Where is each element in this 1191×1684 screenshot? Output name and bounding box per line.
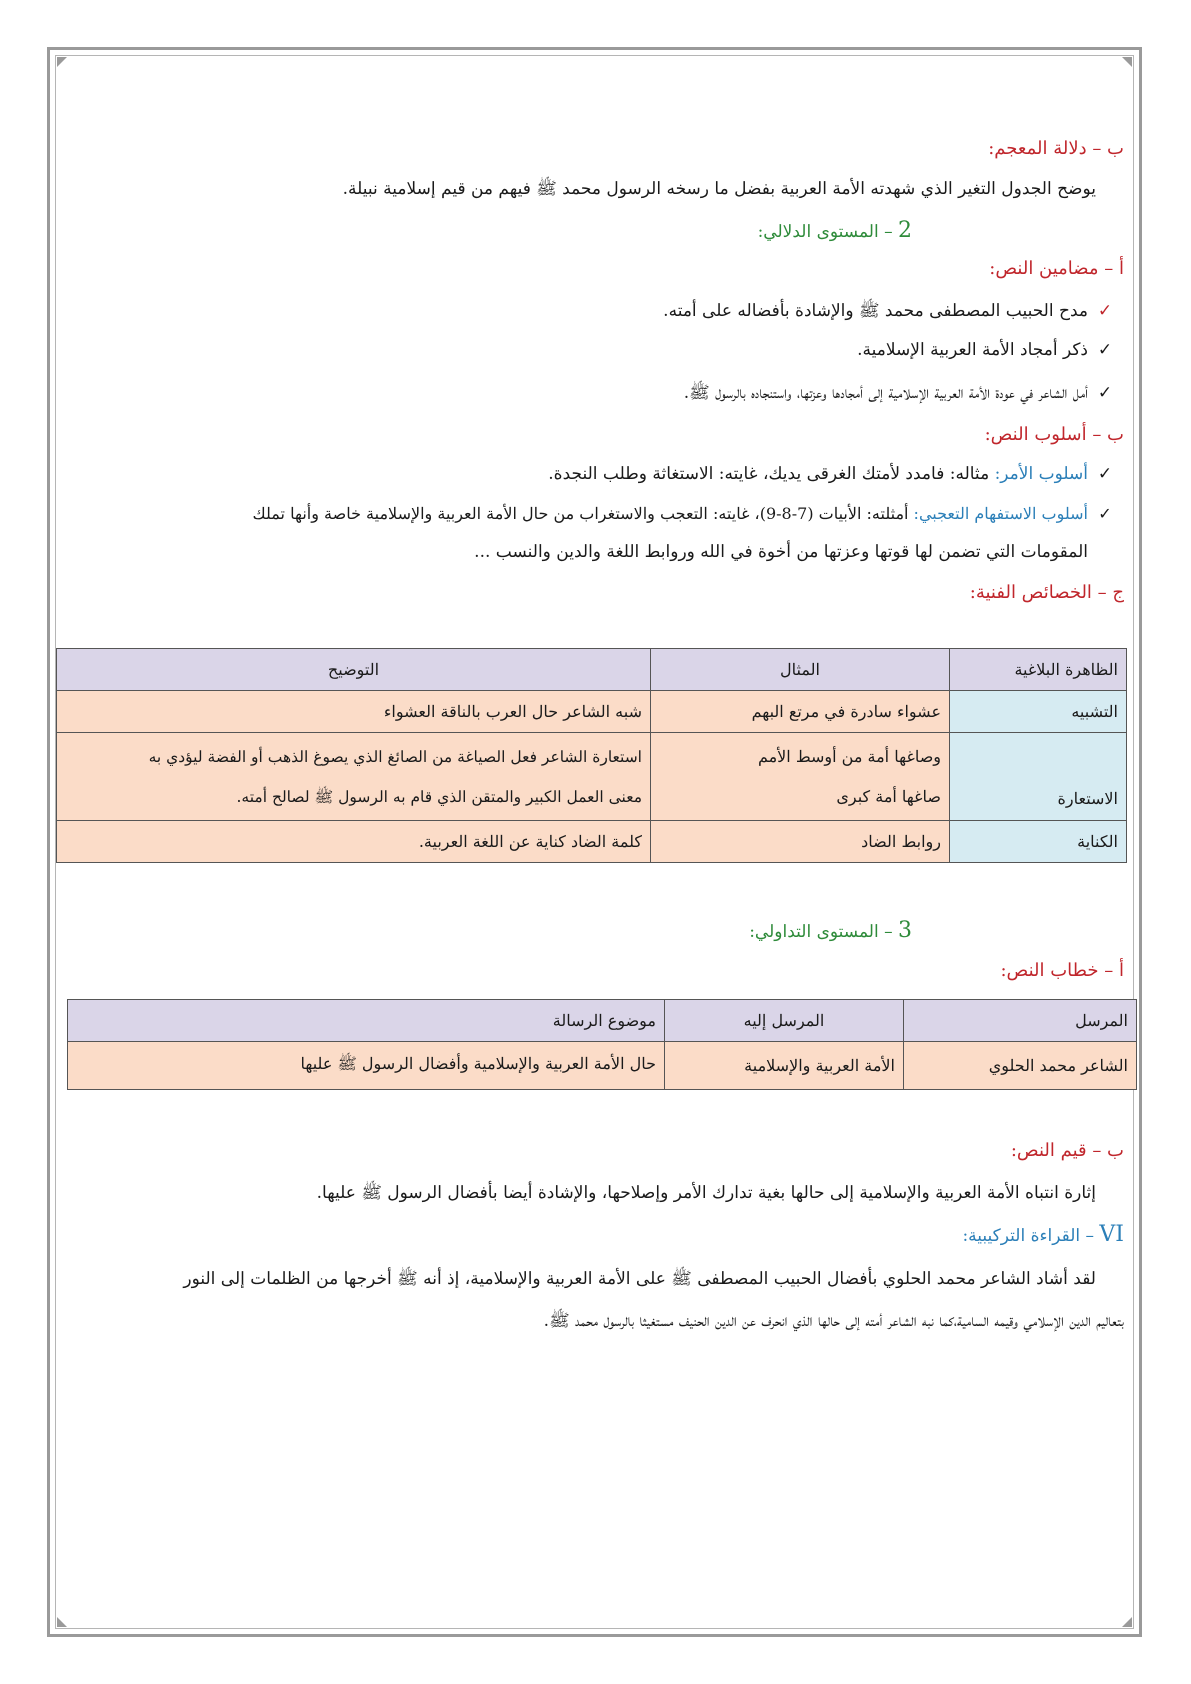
semantic-level-heading xyxy=(758,218,912,243)
features-heading: ج – الخصائص الفنية: xyxy=(969,582,1124,603)
corner-ornament xyxy=(57,57,67,67)
table-cell: الاستعارة xyxy=(950,733,1127,821)
table-row xyxy=(68,1042,1137,1090)
table-header-cell: التوضيح xyxy=(57,649,651,691)
style-item xyxy=(253,504,1117,523)
table-header-row xyxy=(57,649,1127,691)
table-cell: استعارة الشاعر فعل الصياغة من الصائغ الذي يصوغ الذهب أو الفضة ليؤدي به معنى العمل الكبير والمتقن الذي قام به الرسول ﷺ لصالح أمته. xyxy=(57,733,651,821)
synthesis-line: بتعاليم الدين الإسلامي وقيمه السامية،كما نبه الشاعر أمته إلى حالها الذي انحرف عن الدين الحنيف مستغيثا بالرسول محمد ﷺ. xyxy=(543,1311,1124,1331)
table-header-cell: المثال xyxy=(651,649,950,691)
section-number: 3 xyxy=(898,918,912,943)
table-cell: شبه الشاعر حال العرب بالناقة العشواء xyxy=(57,691,651,733)
pragmatic-level-heading xyxy=(749,918,912,943)
check-icon: ✓ xyxy=(1097,301,1113,321)
check-icon: ✓ xyxy=(1097,383,1113,403)
values-heading: ب – قيم النص: xyxy=(1010,1140,1124,1161)
table-header-cell: المرسل إليه xyxy=(665,1000,904,1042)
table-cell: التشبيه xyxy=(950,691,1127,733)
discourse-heading: أ – خطاب النص: xyxy=(1000,960,1124,981)
content-item-text: أمل الشاعر في عودة الأمة العربية الإسلامية إلى أمجادها وعزتها، واستنجاده بالرسول ﷺ. xyxy=(683,383,1088,403)
contents-heading: أ – مضامين النص: xyxy=(989,258,1124,279)
content-item xyxy=(857,340,1116,360)
table-row xyxy=(57,691,1127,733)
table-row xyxy=(57,733,1127,821)
section-label: – القراءة التركيبية: xyxy=(962,1226,1100,1246)
dictionary-heading: ب – دلالة المعجم: xyxy=(988,138,1124,159)
check-icon: ✓ xyxy=(1097,464,1113,484)
content-item xyxy=(684,382,1116,407)
table-header-cell: موضوع الرسالة xyxy=(68,1000,665,1042)
features-table xyxy=(56,648,1127,863)
check-icon: ✓ xyxy=(1098,504,1112,523)
discourse-table xyxy=(67,999,1137,1090)
corner-ornament xyxy=(1122,57,1132,67)
content-item-text: مدح الحبيب المصطفى محمد ﷺ والإشادة بأفضاله على أمته. xyxy=(663,301,1088,321)
style-continuation: المقومات التي تضمن لها قوتها وعزتها من أخوة في الله وروابط اللغة والدين والنسب ... xyxy=(474,542,1088,562)
table-header-row xyxy=(68,1000,1137,1042)
style-item-text: مثاله: فامدد لأمتك الغرقى يديك، غايته: الاستغاثة وطلب النجدة. xyxy=(548,464,995,484)
table-cell: وصاغها أمة من أوسط الأمم صاغها أمة كبرى xyxy=(651,733,950,821)
table-cell: عشواء سادرة في مرتع البهم xyxy=(651,691,950,733)
section-label: – المستوى التداولي: xyxy=(749,922,898,942)
table-cell: روابط الضاد xyxy=(651,821,950,863)
dictionary-paragraph: يوضح الجدول التغير الذي شهدته الأمة العربية بفضل ما رسخه الرسول محمد ﷺ فيهم من قيم إسلامية نبيلة. xyxy=(342,179,1096,199)
style-item xyxy=(548,464,1116,484)
content-item xyxy=(663,300,1116,325)
synthesis-heading xyxy=(962,1222,1124,1247)
check-icon: ✓ xyxy=(1097,340,1113,360)
corner-ornament xyxy=(57,1617,67,1627)
table-cell: الكناية xyxy=(950,821,1127,863)
table-row xyxy=(57,821,1127,863)
table-cell: حال الأمة العربية والإسلامية وأفضال الرسول ﷺ عليها xyxy=(68,1042,665,1090)
table-cell: الشاعر محمد الحلوي xyxy=(904,1042,1137,1090)
style-item-label: أسلوب الأمر: xyxy=(994,464,1088,484)
section-label: – المستوى الدلالي: xyxy=(757,222,898,242)
values-paragraph: إثارة انتباه الأمة العربية والإسلامية إلى حالها بغية تدارك الأمر وإصلاحها، والإشادة أيضا بأفضال الرسول ﷺ عليها. xyxy=(316,1183,1096,1203)
style-item-label: أسلوب الاستفهام التعجبي: xyxy=(913,504,1088,523)
table-cell: كلمة الضاد كناية عن اللغة العربية. xyxy=(57,821,651,863)
section-number: VI xyxy=(1099,1222,1124,1247)
table-header-cell: الظاهرة البلاغية xyxy=(950,649,1127,691)
table-header-cell: المرسل xyxy=(904,1000,1137,1042)
content-item-text: ذكر أمجاد الأمة العربية الإسلامية. xyxy=(857,340,1088,360)
section-number: 2 xyxy=(898,218,912,243)
synthesis-line: لقد أشاد الشاعر محمد الحلوي بأفضال الحبيب المصطفى ﷺ على الأمة العربية والإسلامية، إذ أنه ﷺ أخرجها من الظلمات إلى النور xyxy=(183,1269,1096,1289)
corner-ornament xyxy=(1122,1617,1132,1627)
style-heading: ب – أسلوب النص: xyxy=(984,424,1124,445)
style-item-text: أمثلته: الأبيات (7-8-9)، غايته: التعجب والاستغراب من حال الأمة العربية والإسلامية خاصة وأنها تملك xyxy=(252,504,914,523)
table-cell: الأمة العربية والإسلامية xyxy=(665,1042,904,1090)
